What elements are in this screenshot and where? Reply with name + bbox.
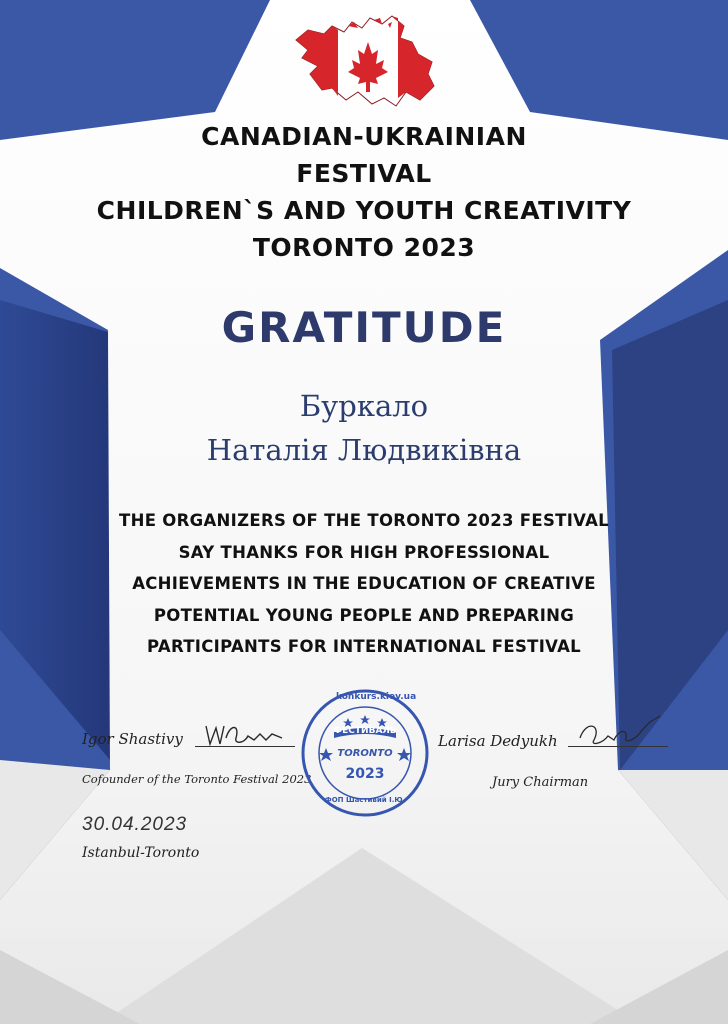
left-signatory-name: Igor Shastivy	[82, 730, 183, 748]
message-line-3: ACHIEVEMENTS IN THE EDUCATION OF CREATIVE	[132, 574, 596, 593]
festival-title-line-3: CHILDREN`S AND YOUTH CREATIVITY	[96, 196, 632, 225]
right-signatory-name: Larisa Dedyukh	[438, 732, 558, 750]
right-signatory-role: Jury Chairman	[492, 775, 589, 790]
festival-title-line-4: TORONTO 2023	[252, 233, 476, 262]
gratitude-message	[40, 505, 688, 663]
seal-center-label: ФЕСТИВАЛЬ	[333, 726, 397, 736]
message-line-4: POTENTIAL YOUNG PEOPLE AND PREPARING	[153, 605, 575, 625]
left-signatory-role: Cofounder of the Toronto Festival 2023	[82, 772, 312, 786]
issue-place: Istanbul-Toronto	[82, 845, 200, 861]
message-line-5: PARTICIPANTS FOR INTERNATIONAL FESTIVAL	[147, 637, 581, 656]
seal-year: 2023	[345, 766, 385, 782]
seal-bottom-text: ФОП Шастивий І.Ю.	[324, 796, 406, 804]
seal-top-text: konkurs.kiev.ua	[336, 692, 417, 702]
message-line-1: THE ORGANIZERS OF THE TORONTO 2023 FESTIVAL	[119, 511, 609, 530]
festival-title-line-1: CANADIAN-UKRAINIAN	[201, 122, 527, 151]
right-signature-mark	[572, 710, 664, 750]
canada-map-flag-icon	[288, 12, 438, 112]
message-line-2: SAY THANKS FOR HIGH PROFESSIONAL	[178, 542, 550, 562]
recipient-surname: Буркало	[299, 389, 429, 423]
recipient-given-names: Наталія Людвиківна	[206, 433, 522, 467]
festival-title	[0, 118, 728, 266]
left-signature-mark	[200, 720, 290, 750]
festival-title-line-2: FESTIVAL	[296, 159, 432, 188]
certificate-heading: GRATITUDE	[221, 303, 507, 352]
recipient-name	[0, 384, 728, 472]
seal-city: TORONTO	[337, 748, 393, 759]
issue-date: 30.04.2023	[82, 814, 188, 835]
